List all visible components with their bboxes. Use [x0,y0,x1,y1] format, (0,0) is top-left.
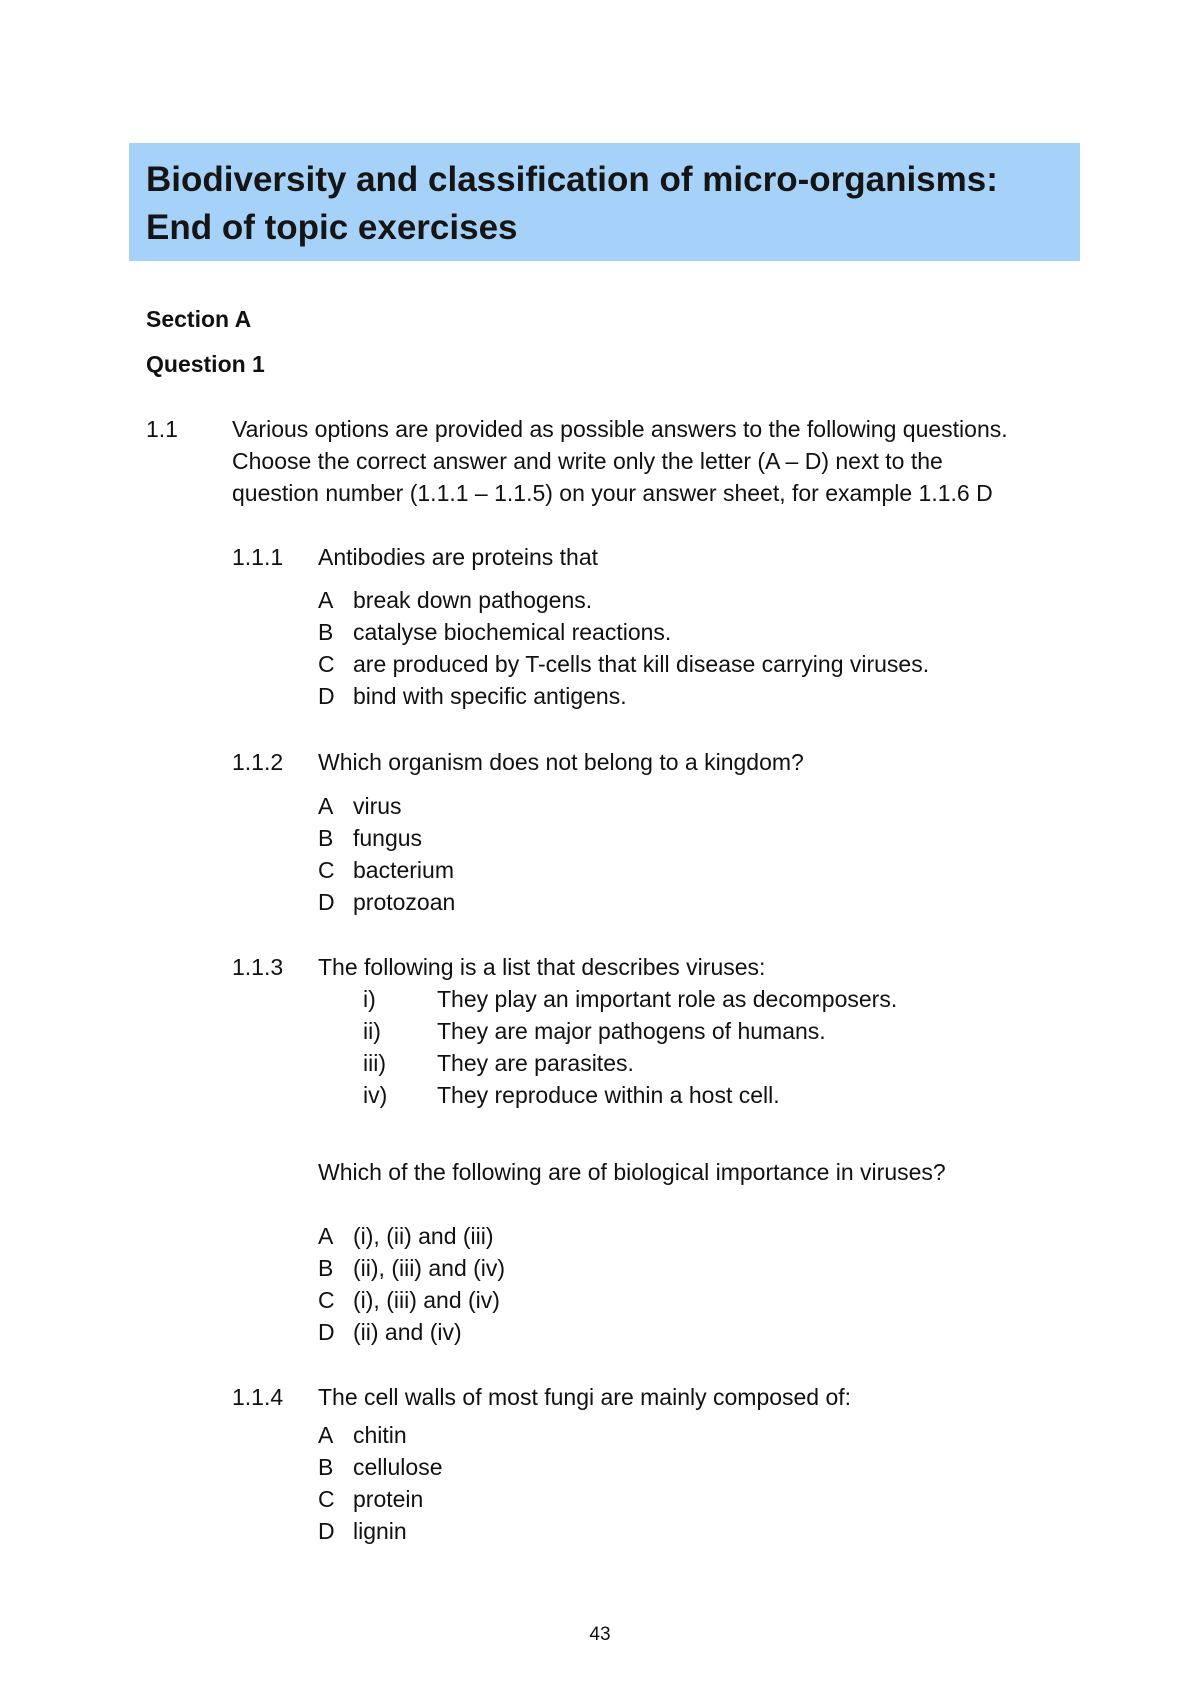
option-text: cellulose [353,1454,443,1480]
statement-number: iii) [363,1050,386,1076]
option-letter: B [318,619,334,645]
option-text: protein [353,1486,424,1512]
question-number: 1.1.3 [232,954,284,980]
option-letter: A [318,587,334,613]
question-followup: Which of the following are of biological importance in viruses? [318,1159,946,1185]
option-letter: B [318,825,334,851]
title-line-1: Biodiversity and classification of micro-organisms: [146,160,998,199]
option-text: bacterium [353,857,454,883]
option-letter: D [318,683,335,709]
question-number: 1.1.4 [232,1384,284,1410]
question-text: Which organism does not belong to a kingdom? [318,749,804,775]
statement-number: ii) [363,1018,381,1044]
option-text: (i), (iii) and (iv) [353,1287,500,1313]
intro-line: question number (1.1.1 – 1.1.5) on your answer sheet, for example 1.1.6 D [232,480,993,506]
intro-line: Choose the correct answer and write only the letter (A – D) next to the [232,448,943,474]
question-text: Antibodies are proteins that [318,544,599,570]
option-letter: B [318,1454,334,1480]
title-banner [129,143,1080,261]
option-letter: C [318,651,335,677]
option-letter: D [318,889,335,915]
option-text: virus [353,793,402,819]
question-number: 1.1.2 [232,749,284,775]
option-text: are produced by T-cells that kill disease carrying viruses. [353,651,930,677]
option-letter: D [318,1518,335,1544]
option-text: catalyse biochemical reactions. [353,619,672,645]
option-letter: A [318,793,334,819]
option-text: fungus [353,825,423,851]
option-text: (ii), (iii) and (iv) [353,1255,506,1281]
statement-number: i) [363,986,376,1012]
statement-text: They play an important role as decomposers. [437,986,898,1012]
page-number: 43 [589,1624,611,1645]
question-text: The following is a list that describes viruses: [318,954,766,980]
option-letter: D [318,1319,335,1345]
statement-text: They reproduce within a host cell. [437,1082,780,1108]
option-text: break down pathogens. [353,587,593,613]
title-line-2: End of topic exercises [146,208,518,247]
option-letter: C [318,1287,335,1313]
statement-number: iv) [363,1082,388,1108]
option-letter: A [318,1422,334,1448]
section-heading: Section A [146,306,252,332]
option-letter: C [318,1486,335,1512]
question-number: 1.1.1 [232,544,284,570]
question-heading: Question 1 [146,351,265,377]
option-text: protozoan [353,889,456,915]
option-letter: B [318,1255,334,1281]
intro-number: 1.1 [146,416,178,442]
option-text: bind with specific antigens. [353,683,627,709]
option-text: (ii) and (iv) [353,1319,462,1345]
statement-text: They are major pathogens of humans. [437,1018,826,1044]
statement-text: They are parasites. [437,1050,634,1076]
option-letter: A [318,1223,334,1249]
option-text: lignin [353,1518,407,1544]
intro-line: Various options are provided as possible answers to the following questions. [232,416,1008,442]
option-text: (i), (ii) and (iii) [353,1223,494,1249]
option-letter: C [318,857,335,883]
option-text: chitin [353,1422,407,1448]
question-text: The cell walls of most fungi are mainly composed of: [318,1384,852,1410]
